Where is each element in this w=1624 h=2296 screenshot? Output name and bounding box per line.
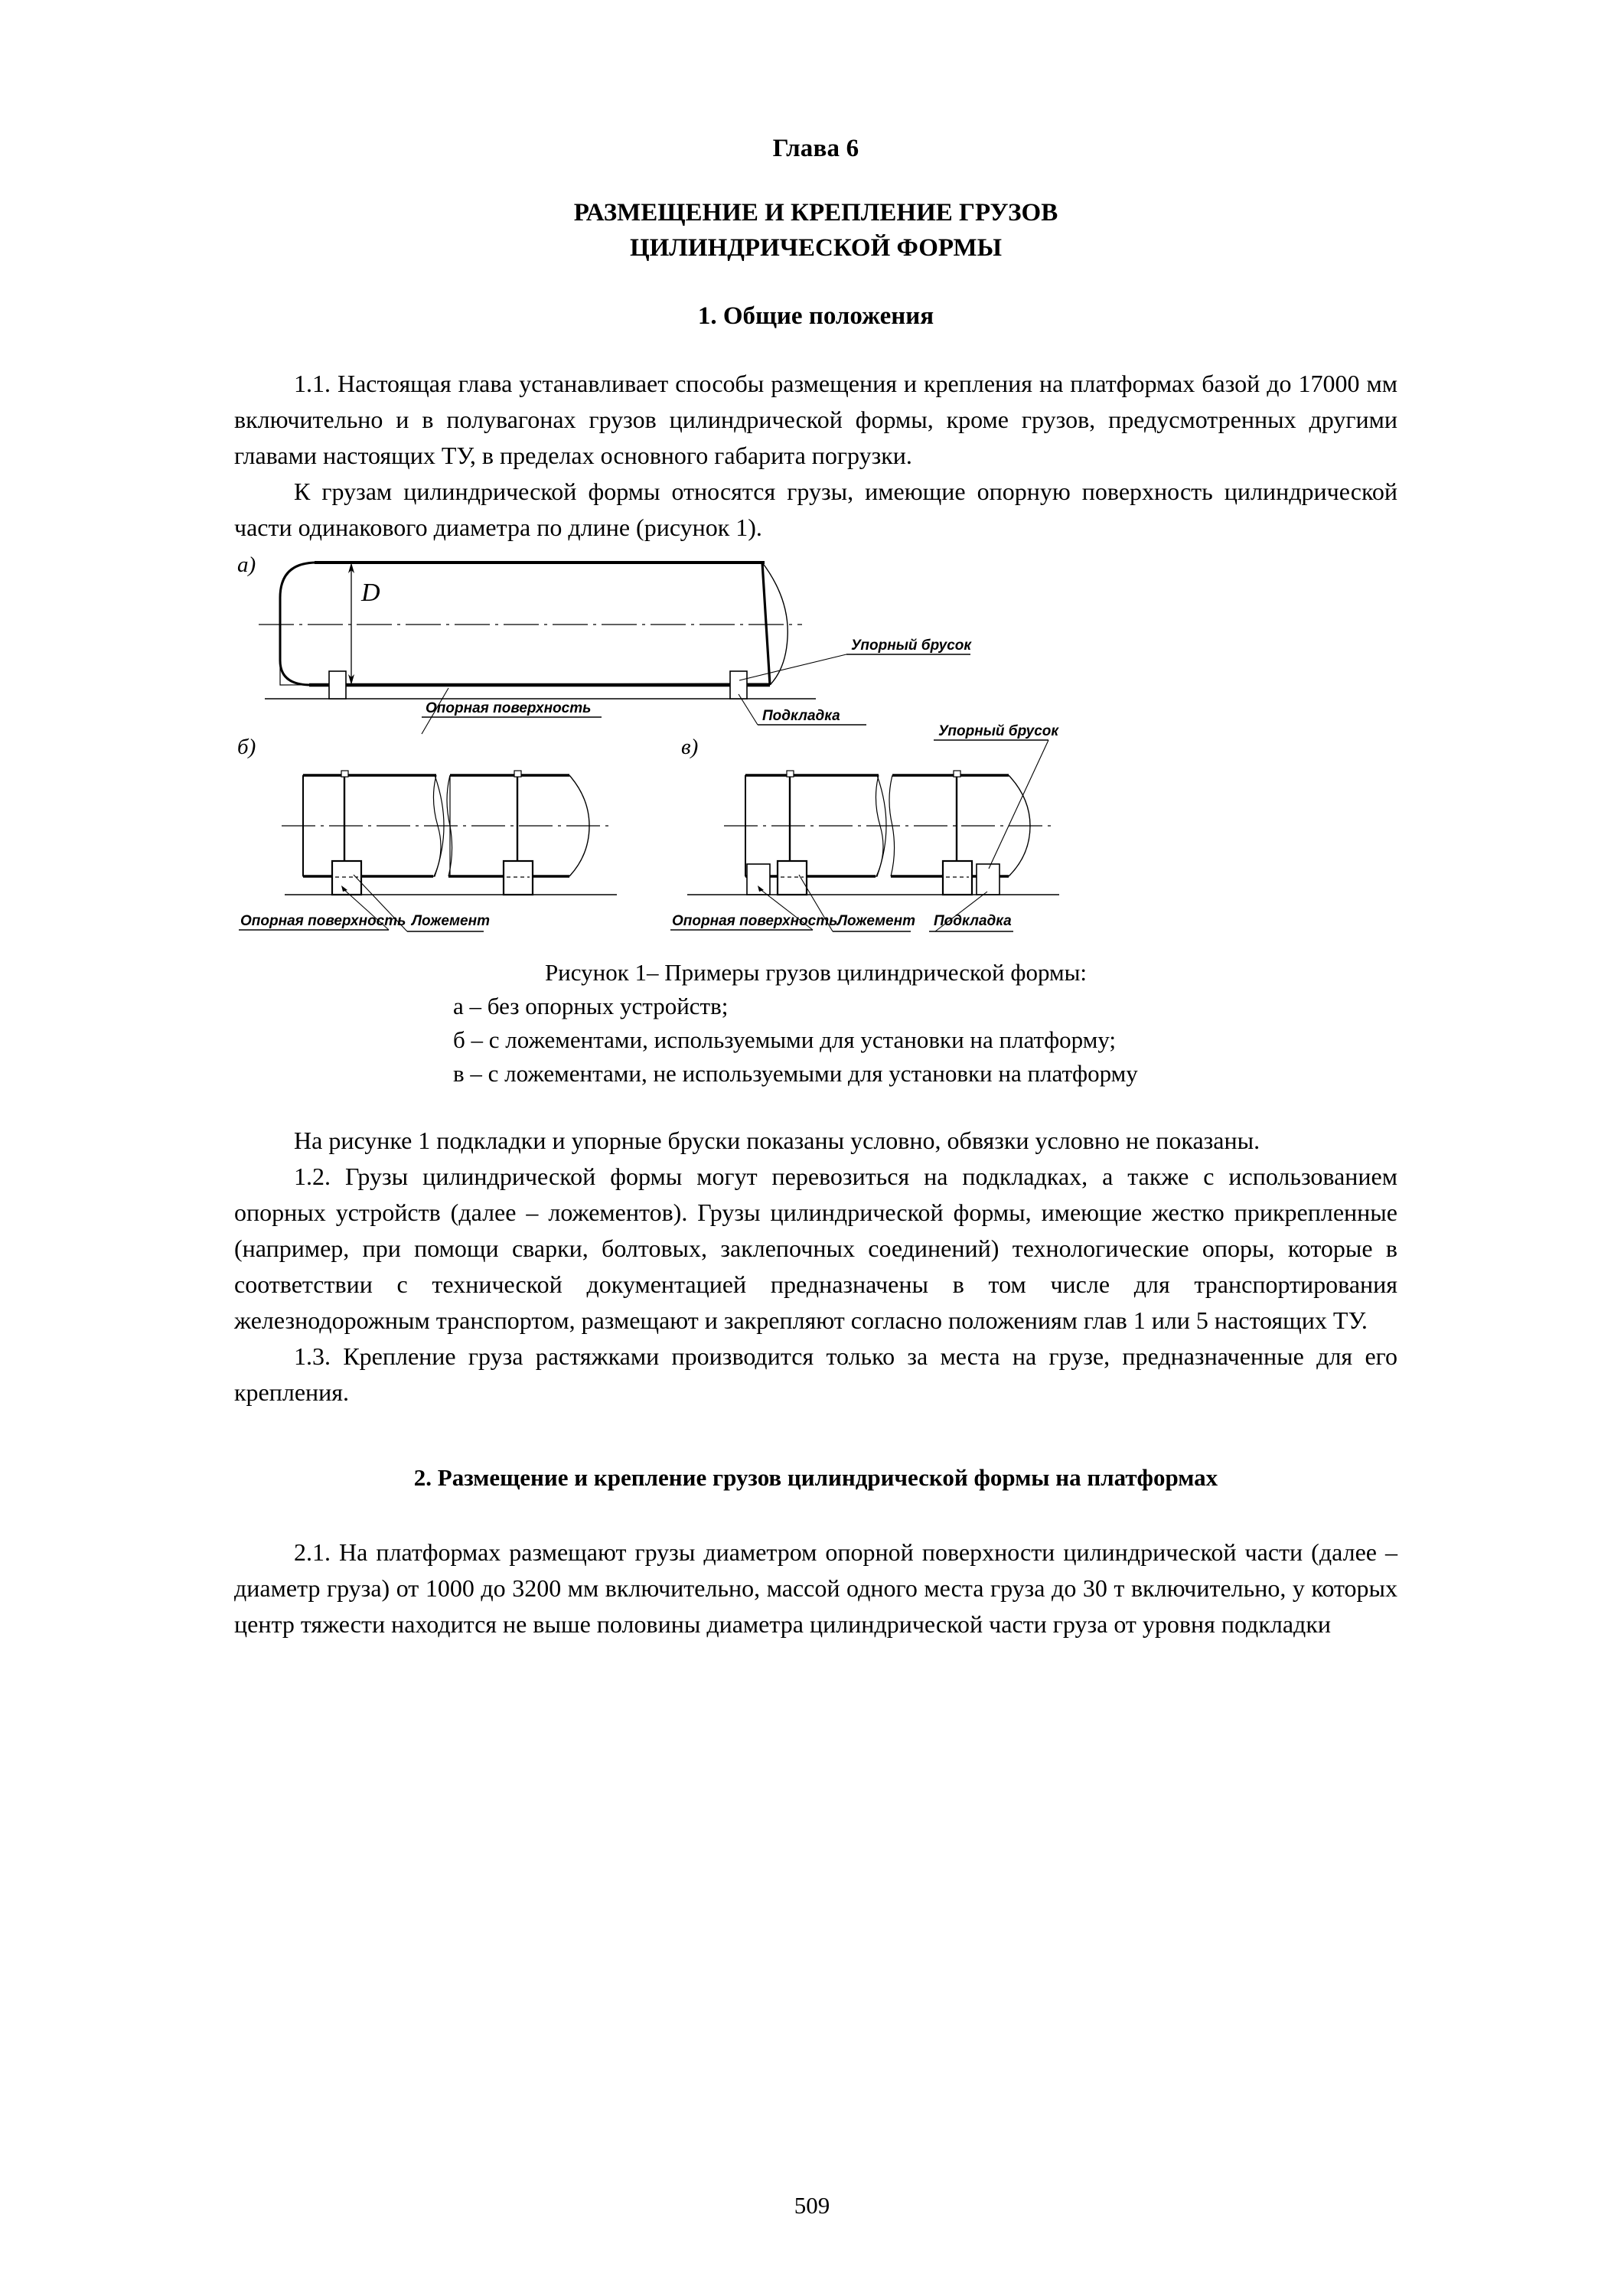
chapter-title: Глава 6 (772, 135, 859, 162)
document-title-line-2: ЦИЛИНДРИЧЕСКОЙ ФОРМЫ (629, 234, 1003, 262)
paragraph-1-1: 1.1. Настоящая глава устанавливает способы размещения и крепления на платформах базой до 17000 мм включительно и в полувагонах грузов цилиндрической формы, кроме грузов, предусмотренных другими главами настоящих ТУ, в пределах основного габарита погрузки. (234, 370, 1397, 469)
tie-rod-head-right-v (954, 771, 960, 777)
figure-1 (234, 553, 1397, 936)
label-upornyi-brusok-v: Упорный брусок (938, 723, 1059, 739)
chock-left-a (329, 671, 346, 699)
part-b-letter: б) (237, 735, 256, 759)
label-podkladka-a: Подкладка (762, 708, 840, 724)
pad-left-v (747, 864, 770, 895)
cylinder-left-segment-b (303, 775, 444, 876)
figure-caption-a: а – без опорных устройств; (453, 993, 729, 1019)
cylinder-outline-a (280, 563, 770, 685)
part-a-letter: а) (237, 553, 256, 577)
paragraph-2-1: 2.1. На платформах размещают грузы диаметром опорной поверхности цилиндрической части (далее – диаметр груза) от 1000 до 3200 мм включительно, массой одного места груза до 30 т включительно, у которых центр тяжести находится не выше половины диаметра цилиндрической части груза от уровня подкладки (234, 1538, 1397, 1638)
part-v-letter: в) (681, 735, 699, 759)
tie-rod-head-left-b (341, 771, 348, 777)
figure-1-drawing (234, 553, 1397, 936)
paragraph-1-2: 1.2. Грузы цилиндрической формы могут перевозиться на подкладках, а также с использованием опорных устройств (далее – ложементов). Грузы цилиндрической формы, имеющие жестко прикрепленные (например, при помощи сварки, болтовых, заклепочных соединений) технологические опоры, которые в соответствии с технической документацией предназначены в том числе для транспортирования железнодорожным транспортом, размещают и закрепляют согласно положениям глав 1 или 5 настоящих ТУ. (234, 1163, 1397, 1334)
paragraph-na-risunke: На рисунке 1 подкладки и упорные бруски показаны условно, обвязки условно не показаны. (294, 1127, 1260, 1154)
cradle-right-b (504, 861, 533, 895)
leader-upornyi-brusok-a (739, 654, 846, 680)
section-1-title: 1. Общие положения (697, 302, 934, 330)
tie-rod-head-left-v (787, 771, 794, 777)
cradle-right-v (943, 861, 972, 895)
document-title-line-1: РАЗМЕЩЕНИЕ И КРЕПЛЕНИЕ ГРУЗОВ (573, 199, 1058, 227)
label-opornaya-poverhnost-b: Опорная поверхность (240, 913, 406, 929)
pad-right-v (977, 864, 1000, 895)
cylinder-right-face-a (762, 563, 770, 685)
section-2-title: 2. Размещение и крепление грузов цилиндрической формы на платформах (413, 1464, 1218, 1491)
label-opornaya-poverhnost-a: Опорная поверхность (426, 700, 592, 716)
cylinder-left-cap-a (280, 563, 317, 685)
label-lozhement-v: Ложемент (837, 913, 915, 929)
page-content (234, 0, 1397, 1642)
figure-part-b (237, 735, 617, 931)
label-lozhement-b: Ложемент (412, 913, 490, 929)
cradle-left-v (778, 861, 807, 895)
paragraph-1-3: 1.3. Крепление груза растяжками производится только за места на грузе, предназначенные для его крепления. (234, 1342, 1397, 1406)
figure-caption-v: в – с ложементами, не используемыми для установки на платформу (453, 1060, 1138, 1087)
tie-rod-head-right-b (514, 771, 521, 777)
label-podkladka-v: Подкладка (934, 913, 1012, 929)
figure-part-v (670, 723, 1059, 931)
label-opornaya-poverhnost-v: Опорная поверхность (672, 913, 838, 929)
cylinder-left-segment-v (745, 775, 886, 876)
leader-upornyi-brusok-v (989, 740, 1048, 869)
figure-1-caption (234, 956, 1397, 1091)
figure-caption-title: Рисунок 1– Примеры грузов цилиндрической формы: (544, 959, 1088, 986)
diameter-label-a: D (361, 579, 380, 607)
paragraph-k-gruzam: К грузам цилиндрической формы относятся грузы, имеющие опорную поверхность цилиндрической части одинакового диаметра по длине (рисунок 1). (234, 478, 1397, 541)
document-title (234, 195, 1397, 266)
page-number: 509 (794, 2192, 830, 2219)
figure-part-a (237, 553, 972, 734)
label-upornyi-brusok-a: Упорный брусок (851, 638, 972, 654)
figure-caption-b: б – с ложементами, используемыми для установки на платформу; (453, 1026, 1117, 1053)
